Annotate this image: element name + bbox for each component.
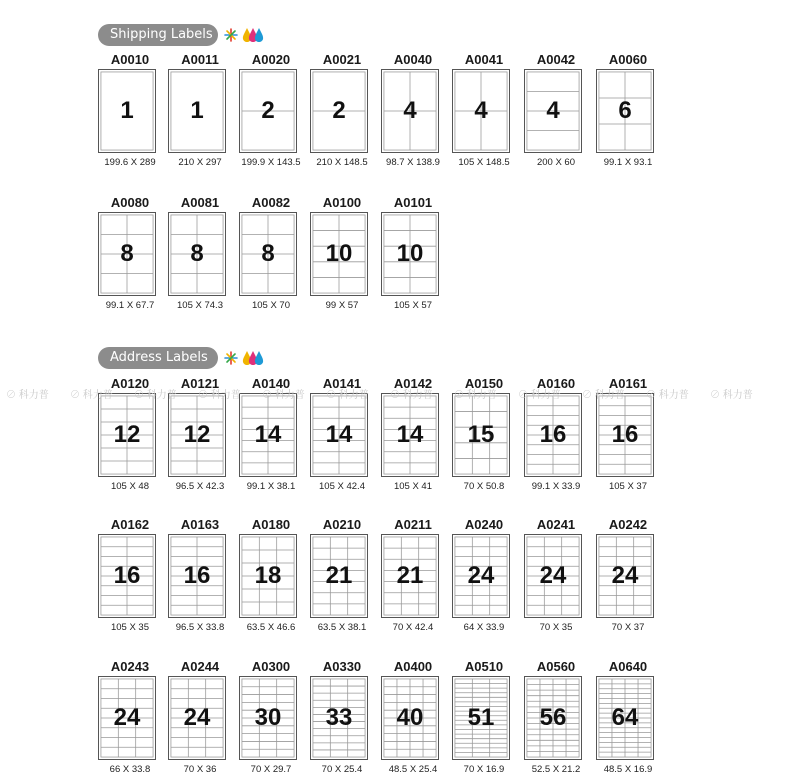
label-sheet-preview xyxy=(98,534,156,618)
label-code: A0242 xyxy=(608,517,648,532)
label-code: A0330 xyxy=(322,659,362,674)
label-sheet-item xyxy=(98,195,162,311)
label-size: 199.9 X 143.5 xyxy=(241,157,301,168)
label-sheet-item xyxy=(596,659,660,775)
watermark-text: ⊘ 科力普 xyxy=(198,390,241,401)
label-count: 2 xyxy=(261,97,275,124)
label-size: 96.5 X 33.8 xyxy=(175,622,225,633)
label-count: 51 xyxy=(467,704,495,731)
label-size: 70 X 35 xyxy=(539,622,573,633)
label-sheet-item xyxy=(239,52,303,168)
label-count: 6 xyxy=(618,97,632,124)
label-count: 16 xyxy=(611,421,639,448)
color-ink-drops-icon xyxy=(224,349,264,367)
label-code: A0081 xyxy=(180,195,220,210)
label-count: 24 xyxy=(467,562,495,589)
label-sheet-preview xyxy=(98,212,156,296)
label-count: 8 xyxy=(261,240,275,267)
label-sheet-preview xyxy=(98,69,156,153)
color-ink-drops-icon xyxy=(224,26,264,44)
label-sheet-preview xyxy=(239,212,297,296)
label-sheet-item xyxy=(239,659,303,775)
label-size: 48.5 X 16.9 xyxy=(603,764,653,775)
label-code: A0243 xyxy=(110,659,150,674)
label-sheet-item xyxy=(310,195,374,311)
label-count: 21 xyxy=(325,562,353,589)
label-sheet-item xyxy=(381,52,445,168)
label-size: 48.5 X 25.4 xyxy=(388,764,438,775)
label-code: A0042 xyxy=(536,52,576,67)
label-code: A0101 xyxy=(393,195,433,210)
label-count: 24 xyxy=(611,562,639,589)
shipping-labels-title: Shipping Labels xyxy=(98,24,218,46)
label-sheet-preview xyxy=(239,69,297,153)
label-sheet-preview xyxy=(168,69,226,153)
label-code: A0010 xyxy=(110,52,150,67)
label-size: 200 X 60 xyxy=(536,157,576,168)
label-size: 99.1 X 67.7 xyxy=(105,300,155,311)
label-count: 12 xyxy=(113,421,141,448)
label-sheet-item xyxy=(310,659,374,775)
label-sheet-preview xyxy=(310,212,368,296)
watermark-text: ⊘ 科力普 xyxy=(326,390,369,401)
label-sheet-preview xyxy=(596,676,654,760)
label-sheet-item xyxy=(98,52,162,168)
label-size: 210 X 297 xyxy=(178,157,222,168)
label-code: A0021 xyxy=(322,52,362,67)
label-code: A0080 xyxy=(110,195,150,210)
label-code: A0100 xyxy=(322,195,362,210)
label-count: 14 xyxy=(325,421,353,448)
label-size: 105 X 48 xyxy=(110,481,150,492)
watermark-text: ⊘ 科力普 xyxy=(518,390,561,401)
label-sheet-item xyxy=(452,659,516,775)
label-size: 210 X 148.5 xyxy=(316,157,368,168)
label-size: 105 X 57 xyxy=(393,300,433,311)
label-sheet-preview xyxy=(381,69,439,153)
label-size: 66 X 33.8 xyxy=(109,764,151,775)
label-sheet-item xyxy=(168,52,232,168)
label-size: 64 X 33.9 xyxy=(463,622,505,633)
label-sheet-preview xyxy=(452,676,510,760)
label-code: A0040 xyxy=(393,52,433,67)
label-count: 4 xyxy=(474,97,488,124)
label-code: A0300 xyxy=(251,659,291,674)
label-count: 24 xyxy=(539,562,567,589)
label-count: 56 xyxy=(539,704,567,731)
label-count: 2 xyxy=(332,97,346,124)
label-sheet-preview xyxy=(381,212,439,296)
label-sheet-preview xyxy=(452,534,510,618)
label-count: 16 xyxy=(183,562,211,589)
label-code: A0210 xyxy=(322,517,362,532)
label-code: A0163 xyxy=(180,517,220,532)
label-size: 63.5 X 38.1 xyxy=(317,622,367,633)
label-size: 99.1 X 33.9 xyxy=(531,481,581,492)
label-sheet-preview xyxy=(168,676,226,760)
address-labels-title: Address Labels xyxy=(98,347,218,369)
label-sheet-preview xyxy=(524,534,582,618)
label-code: A0240 xyxy=(464,517,504,532)
label-code: A0241 xyxy=(536,517,576,532)
label-size: 99.1 X 93.1 xyxy=(603,157,653,168)
label-count: 10 xyxy=(396,240,424,267)
label-sheet-preview xyxy=(98,676,156,760)
watermark-text: ⊘ 科力普 xyxy=(454,390,497,401)
label-count: 1 xyxy=(190,97,204,124)
label-sheet-item xyxy=(381,517,445,633)
label-size: 99.1 X 38.1 xyxy=(246,481,296,492)
label-sheet-item xyxy=(452,52,516,168)
label-code: A0510 xyxy=(464,659,504,674)
label-size: 70 X 37 xyxy=(611,622,645,633)
label-code: A0211 xyxy=(394,517,432,532)
label-sheet-item xyxy=(168,195,232,311)
label-count: 18 xyxy=(254,562,282,589)
label-code: A0161 xyxy=(608,376,648,391)
label-sheet-preview xyxy=(239,676,297,760)
watermark-text: ⊘ 科力普 xyxy=(70,390,113,401)
label-size: 105 X 42.4 xyxy=(319,481,365,492)
label-size: 105 X 148.5 xyxy=(458,157,510,168)
label-count: 8 xyxy=(190,240,204,267)
label-sheet-item xyxy=(381,195,445,311)
label-size: 99 X 57 xyxy=(325,300,359,311)
watermark-text: ⊘ 科力普 xyxy=(6,390,49,401)
label-sheet-item xyxy=(310,517,374,633)
label-code: A0121 xyxy=(180,376,220,391)
label-sheet-preview xyxy=(168,212,226,296)
label-sheet-preview xyxy=(310,676,368,760)
label-size: 70 X 16.9 xyxy=(463,764,505,775)
label-code: A0041 xyxy=(464,52,504,67)
label-count: 12 xyxy=(183,421,211,448)
watermark-text: ⊘ 科力普 xyxy=(710,390,753,401)
label-size: 105 X 35 xyxy=(110,622,150,633)
label-sheet-item xyxy=(239,517,303,633)
label-sheet-preview xyxy=(381,676,439,760)
label-count: 40 xyxy=(396,704,424,731)
label-sheet-item xyxy=(239,195,303,311)
label-size: 70 X 29.7 xyxy=(250,764,292,775)
label-sheet-item xyxy=(524,52,588,168)
label-size: 98.7 X 138.9 xyxy=(386,157,440,168)
label-sheet-preview xyxy=(452,69,510,153)
label-sheet-preview xyxy=(310,534,368,618)
label-sheet-preview xyxy=(239,393,297,477)
label-sheet-item xyxy=(596,517,660,633)
label-code: A0020 xyxy=(251,52,291,67)
label-count: 15 xyxy=(467,421,495,448)
label-code: A0120 xyxy=(110,376,150,391)
label-sheet-preview xyxy=(524,393,582,477)
label-size: 105 X 74.3 xyxy=(177,300,223,311)
label-code: A0640 xyxy=(608,659,648,674)
label-code: A0160 xyxy=(536,376,576,391)
label-sheet-preview xyxy=(596,393,654,477)
label-size: 105 X 70 xyxy=(251,300,291,311)
label-sheet-item xyxy=(98,659,162,775)
label-sheet-preview xyxy=(381,393,439,477)
label-count: 24 xyxy=(183,704,211,731)
watermark-text: ⊘ 科力普 xyxy=(646,390,689,401)
watermark-text: ⊘ 科力普 xyxy=(582,390,625,401)
label-sheet-item xyxy=(168,517,232,633)
label-sheet-item xyxy=(98,517,162,633)
label-count: 24 xyxy=(113,704,141,731)
label-size: 63.5 X 46.6 xyxy=(246,622,296,633)
label-count: 10 xyxy=(325,240,353,267)
watermark-text: ⊘ 科力普 xyxy=(390,390,433,401)
label-code: A0142 xyxy=(393,376,433,391)
label-code: A0560 xyxy=(536,659,576,674)
label-sheet-item xyxy=(524,517,588,633)
label-count: 21 xyxy=(396,562,424,589)
label-size: 70 X 50.8 xyxy=(463,481,505,492)
label-code: A0180 xyxy=(251,517,291,532)
label-code: A0060 xyxy=(608,52,648,67)
label-sheet-preview xyxy=(168,393,226,477)
label-size: 105 X 37 xyxy=(608,481,648,492)
label-count: 16 xyxy=(113,562,141,589)
label-code: A0400 xyxy=(393,659,433,674)
label-count: 4 xyxy=(546,97,560,124)
watermark-text: ⊘ 科力普 xyxy=(262,390,305,401)
label-code: A0011 xyxy=(181,52,219,67)
label-sheet-item xyxy=(524,659,588,775)
label-count: 14 xyxy=(396,421,424,448)
label-sheet-item xyxy=(168,659,232,775)
label-sheet-preview xyxy=(524,676,582,760)
label-sheet-preview xyxy=(310,393,368,477)
label-count: 14 xyxy=(254,421,282,448)
label-code: A0141 xyxy=(322,376,362,391)
label-size: 105 X 41 xyxy=(393,481,433,492)
label-count: 4 xyxy=(403,97,417,124)
label-count: 64 xyxy=(611,704,639,731)
label-sheet-preview xyxy=(239,534,297,618)
label-sheet-preview xyxy=(381,534,439,618)
label-count: 33 xyxy=(325,704,353,731)
label-size: 52.5 X 21.2 xyxy=(531,764,581,775)
label-sheet-item xyxy=(452,517,516,633)
label-size: 96.5 X 42.3 xyxy=(175,481,225,492)
watermark-text: ⊘ 科力普 xyxy=(134,390,177,401)
label-size: 199.6 X 289 xyxy=(104,157,156,168)
label-sheet-preview xyxy=(310,69,368,153)
label-code: A0244 xyxy=(180,659,220,674)
label-size: 70 X 25.4 xyxy=(321,764,363,775)
label-code: A0140 xyxy=(251,376,291,391)
label-sheet-preview xyxy=(98,393,156,477)
label-count: 8 xyxy=(120,240,134,267)
label-sheet-preview xyxy=(452,393,510,477)
label-sheet-item xyxy=(381,659,445,775)
label-sheet-preview xyxy=(596,69,654,153)
label-size: 70 X 36 xyxy=(183,764,217,775)
label-count: 30 xyxy=(254,704,282,731)
label-count: 16 xyxy=(539,421,567,448)
label-sheet-preview xyxy=(596,534,654,618)
label-sheet-item xyxy=(596,52,660,168)
label-size: 70 X 42.4 xyxy=(392,622,434,633)
label-count: 1 xyxy=(120,97,134,124)
label-sheet-preview xyxy=(524,69,582,153)
label-code: A0082 xyxy=(251,195,291,210)
label-code: A0150 xyxy=(464,376,504,391)
label-code: A0162 xyxy=(110,517,150,532)
label-sheet-item xyxy=(310,52,374,168)
label-sheet-preview xyxy=(168,534,226,618)
